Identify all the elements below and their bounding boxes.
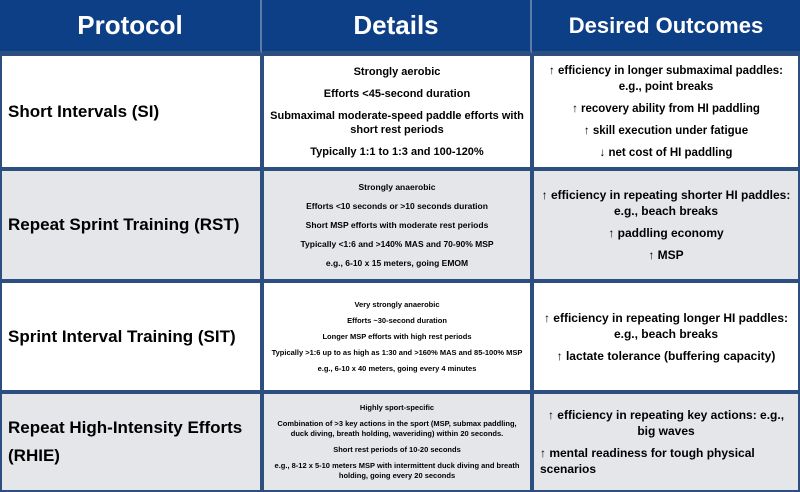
protocol-name: Repeat High-Intensity Efforts (RHIE)	[8, 418, 243, 465]
detail-line: e.g., 8-12 x 5-10 meters MSP with intermittent duck diving and breath holding, going every 20 seconds	[274, 461, 520, 480]
detail-line: Longer MSP efforts with high rest periods	[322, 331, 472, 341]
detail-line: Strongly anaerobic	[358, 181, 436, 192]
detail-line: Very strongly anaerobic	[354, 299, 440, 309]
outcome-line: ↑ lactate tolerance (buffering capacity)	[556, 348, 776, 363]
details-cell	[262, 281, 532, 392]
outcome-line: ↑ efficiency in repeating longer HI paddles: e.g., beach breaks	[543, 310, 789, 341]
protocol-cell	[0, 169, 262, 281]
outcomes-cell	[532, 281, 800, 392]
detail-line: e.g., 6-10 x 15 meters, going EMOM	[325, 257, 469, 268]
protocol-cell	[0, 54, 262, 169]
protocol-cell	[0, 281, 262, 392]
detail-line: Combination of >3 key actions in the sport (MSP, submax paddling, duck diving, breath holding, waveriding) within 20 seconds.	[277, 419, 517, 438]
details-cell	[262, 169, 532, 281]
details-cell	[262, 392, 532, 492]
protocol-cell	[0, 392, 262, 492]
detail-line: Typically <1:6 and >140% MAS and 70-90% MSP	[300, 238, 494, 249]
detail-line: e.g., 6-10 x 40 meters, going every 4 minutes	[317, 363, 477, 373]
detail-line: Typically 1:1 to 1:3 and 100-120%	[310, 145, 484, 158]
protocol-name: Sprint Interval Training (SIT)	[8, 326, 236, 346]
outcome-line: ↑ skill execution under fatigue	[583, 124, 749, 137]
outcomes-cell	[532, 169, 800, 281]
outcome-line: ↑ paddling economy	[608, 226, 724, 240]
protocol-name: Repeat Sprint Training (RST)	[8, 215, 240, 234]
outcome-line: ↑ recovery ability from HI paddling	[572, 102, 760, 115]
outcomes-cell	[532, 54, 800, 169]
detail-line: Highly sport-specific	[359, 403, 435, 412]
header-details: Details	[262, 0, 532, 54]
header-desired-outcomes: Desired Outcomes	[532, 0, 800, 54]
outcome-line: ↑ efficiency in repeating key actions: e.g., big waves	[547, 408, 785, 438]
outcomes-cell	[532, 392, 800, 492]
outcome-line: ↑ efficiency in repeating shorter HI paddles: e.g., beach breaks	[541, 188, 791, 218]
outcome-line: ↑ efficiency in longer submaximal paddles: e.g., point breaks	[549, 64, 783, 93]
detail-line: Submaximal moderate-speed paddle efforts with short rest periods	[270, 109, 524, 136]
detail-line: Efforts ~30-second duration	[347, 315, 447, 325]
details-cell	[262, 54, 532, 169]
detail-line: Strongly aerobic	[353, 65, 441, 78]
outcome-line: ↑ mental readiness for tough physical scenarios	[540, 446, 755, 476]
detail-line: Short rest periods of 10-20 seconds	[333, 445, 461, 454]
detail-line: Efforts <10 seconds or >10 seconds duration	[306, 200, 488, 211]
protocol-name: Short Intervals (SI)	[8, 101, 160, 121]
detail-line: Typically >1:6 up to as high as 1:30 and >160% MAS and 85-100% MSP	[271, 347, 523, 357]
header-protocol: Protocol	[0, 0, 262, 54]
detail-line: Short MSP efforts with moderate rest periods	[305, 219, 489, 230]
outcome-line: ↓ net cost of HI paddling	[599, 146, 733, 159]
detail-line: Efforts <45-second duration	[323, 87, 471, 100]
outcome-line: ↑ MSP	[648, 248, 684, 262]
